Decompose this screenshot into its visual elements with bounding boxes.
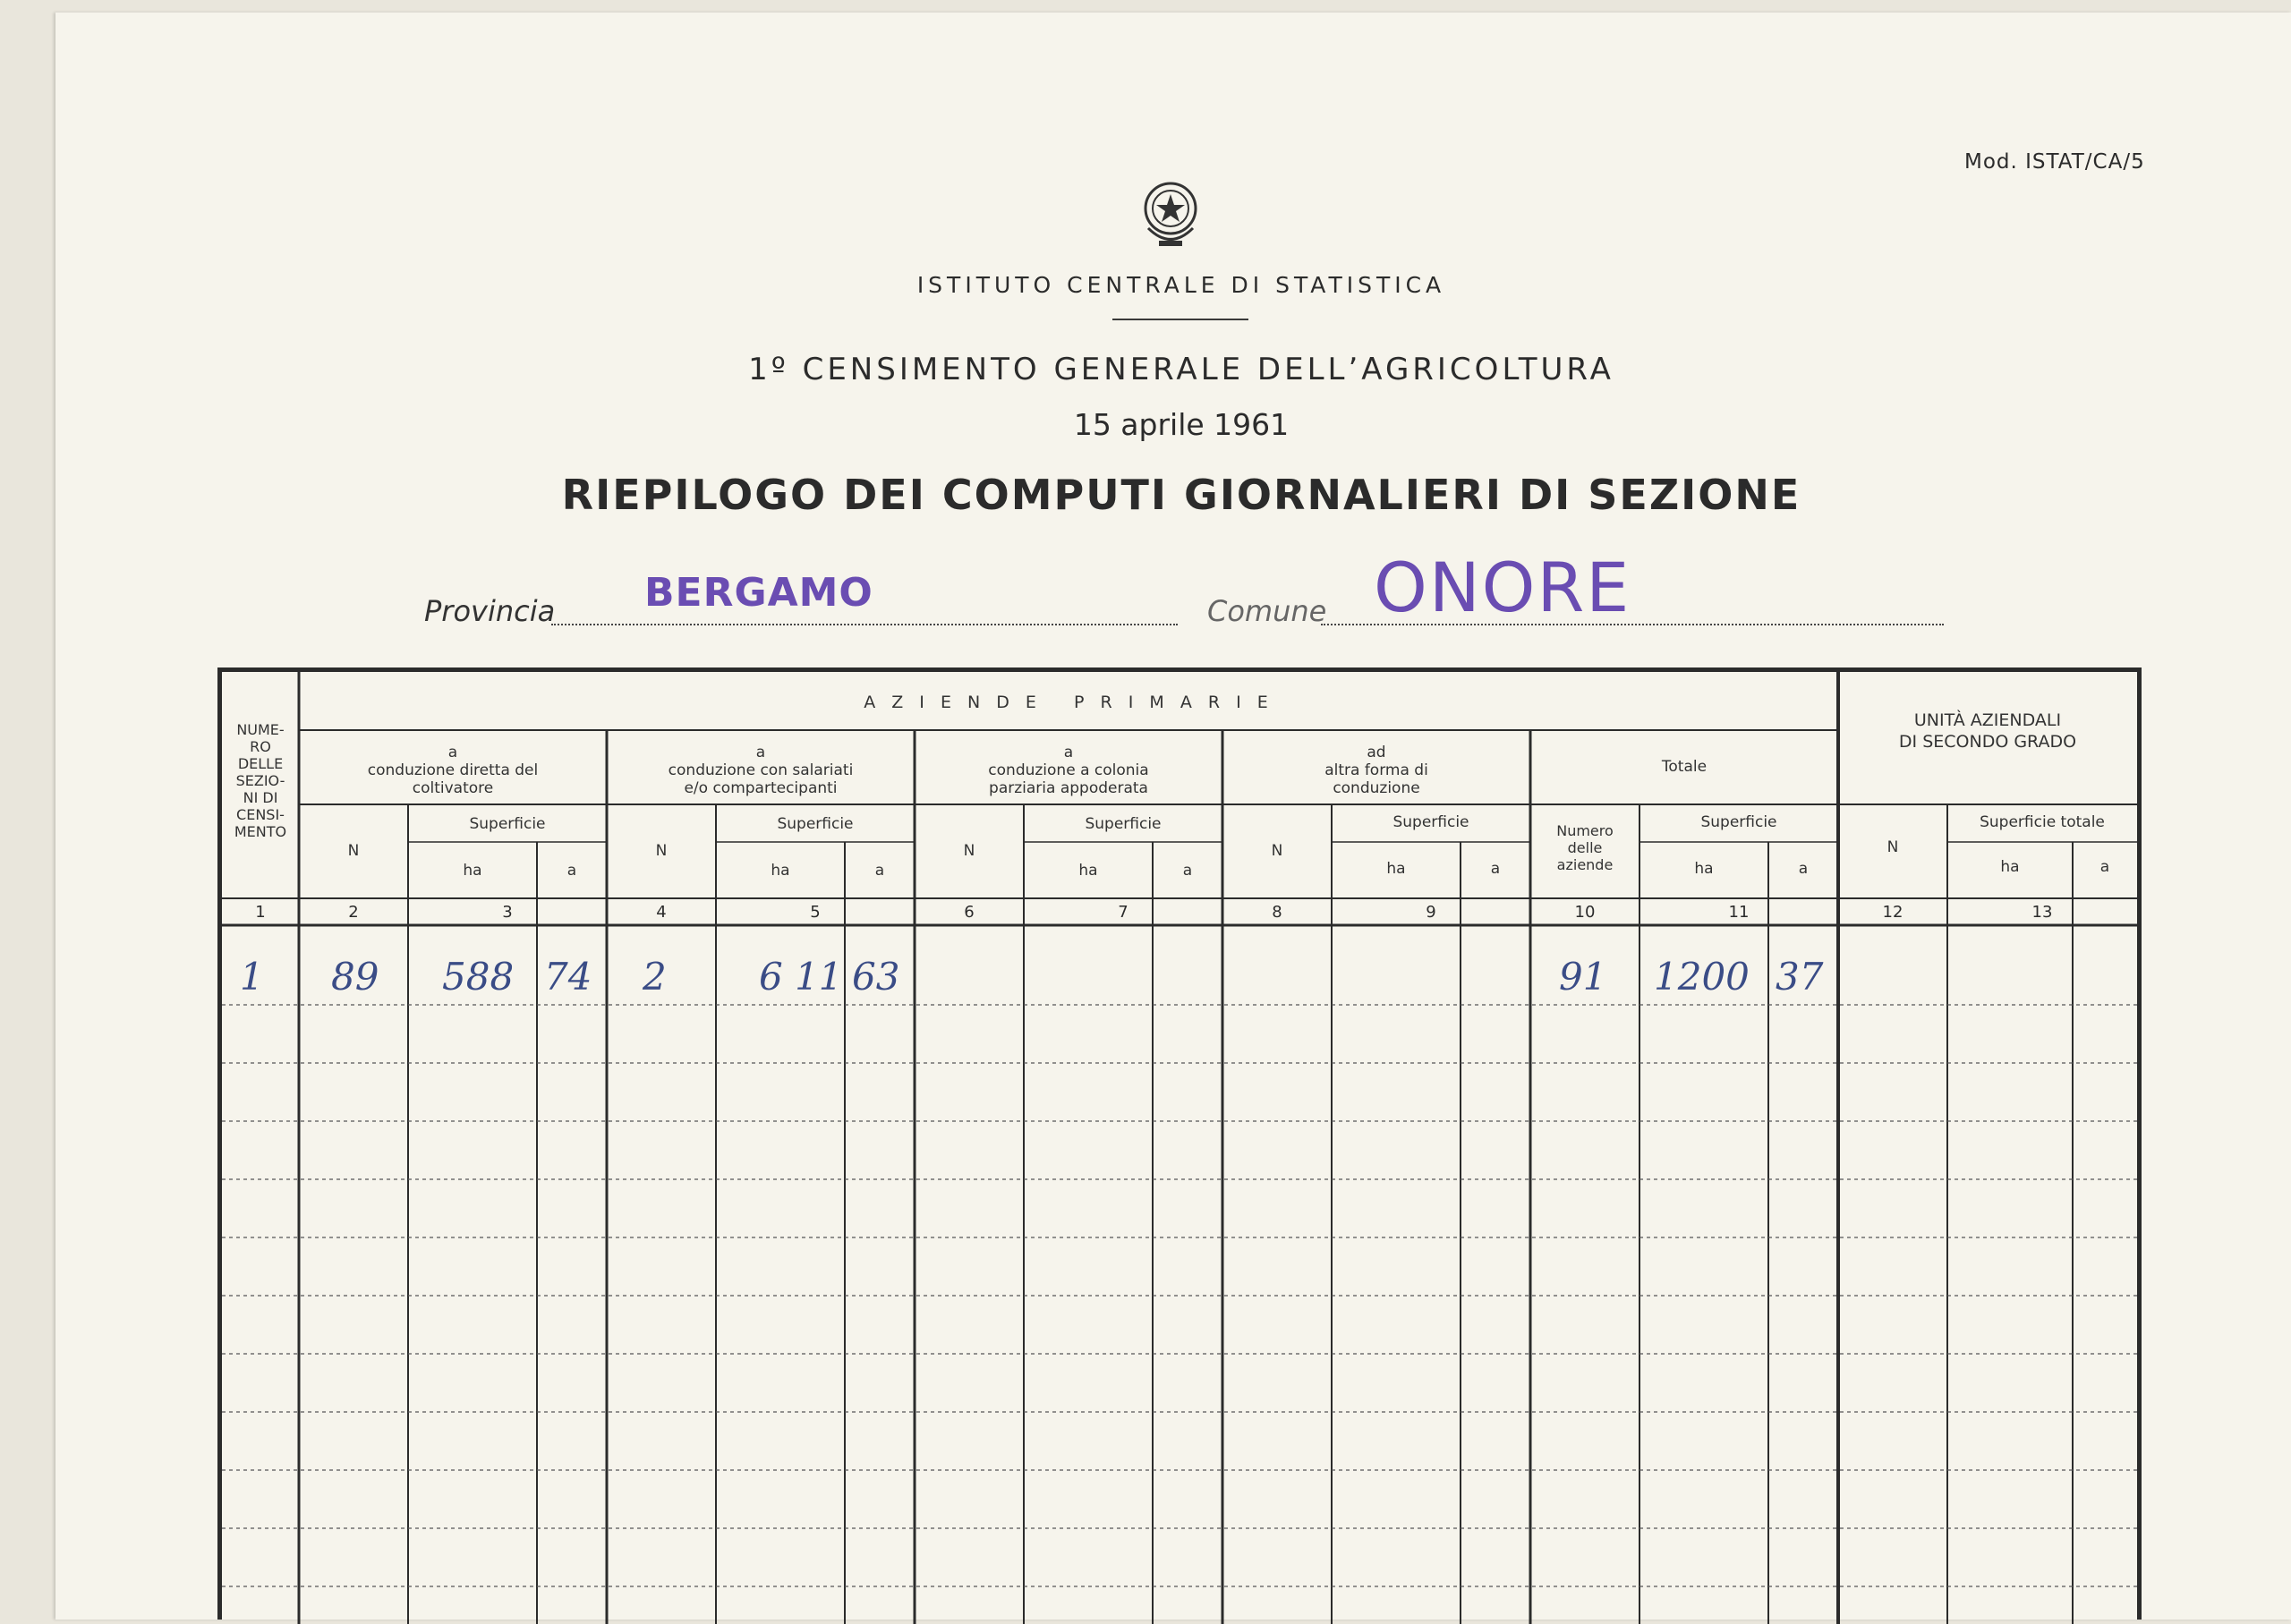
column-number: 5 xyxy=(810,903,821,922)
cell-salariati-a: 63 xyxy=(852,955,900,999)
cell-diretta-a: 74 xyxy=(544,955,592,999)
column-number: 12 xyxy=(1882,903,1903,922)
ha-label: ha xyxy=(2000,858,2020,876)
n-label: N xyxy=(347,842,360,860)
n-label: N xyxy=(1271,842,1283,860)
cell-salariati-n: 2 xyxy=(643,955,667,999)
form-title: RIEPILOGO DEI COMPUTI GIORNALIERI DI SEZIONE xyxy=(561,471,1801,519)
superficie-label: Superficie xyxy=(1700,813,1777,831)
cell-totale-n: 91 xyxy=(1559,955,1607,999)
provincia-value: BERGAMO xyxy=(644,570,873,616)
column-number: 8 xyxy=(1272,903,1282,922)
column-number: 1 xyxy=(255,903,266,922)
column-number: 3 xyxy=(502,903,513,922)
census-date: 15 aprile 1961 xyxy=(1073,407,1290,442)
column-number: 13 xyxy=(2031,903,2053,922)
divider xyxy=(1112,319,1248,320)
census-table xyxy=(217,667,2142,1620)
ha-label: ha xyxy=(1078,862,1098,880)
numero-aziende-label: Numero delle aziende xyxy=(1556,822,1614,873)
italian-emblem-icon xyxy=(1139,174,1202,253)
cell-diretta-ha: 588 xyxy=(442,955,515,999)
group-altra-forma-header: ad altra forma di conduzione xyxy=(1324,744,1428,797)
superficie-label: Superficie xyxy=(1392,813,1469,831)
n-label: N xyxy=(655,842,668,860)
column-number: 7 xyxy=(1118,903,1128,922)
group-totale-header: Totale xyxy=(1661,758,1708,776)
provincia-field[interactable] xyxy=(551,624,1178,625)
superficie-totale-label: Superficie totale xyxy=(1980,813,2105,831)
superficie-label: Superficie xyxy=(777,815,854,833)
group-colonia-header: a conduzione a colonia parziaria appoderata xyxy=(988,744,1149,797)
comune-label: Comune xyxy=(1207,594,1327,628)
aziende-primarie-header: A Z I E N D E P R I M A R I E xyxy=(864,693,1273,712)
column-number: 4 xyxy=(656,903,667,922)
a-label: a xyxy=(1490,860,1501,878)
column-number: 2 xyxy=(348,903,359,922)
a-label: a xyxy=(874,862,885,880)
institute-name: ISTITUTO CENTRALE DI STATISTICA xyxy=(916,272,1446,298)
column-number: 10 xyxy=(1574,903,1596,922)
group-diretta-header: a conduzione diretta del coltivatore xyxy=(367,744,539,797)
cell-diretta-n: 89 xyxy=(331,955,379,999)
cell-salariati-ha: 6 11 xyxy=(759,955,843,999)
cell-totale-a: 37 xyxy=(1776,955,1824,999)
a-label: a xyxy=(1798,860,1809,878)
a-label: a xyxy=(1182,862,1193,880)
cell-sezione: 1 xyxy=(240,955,264,999)
ha-label: ha xyxy=(1694,860,1714,878)
comune-value: ONORE xyxy=(1374,548,1631,627)
n-label: N xyxy=(1886,838,1899,856)
n-label: N xyxy=(963,842,975,860)
model-code: Mod. ISTAT/CA/5 xyxy=(1964,150,2145,174)
ha-label: ha xyxy=(463,862,482,880)
provincia-label: Provincia xyxy=(424,594,556,628)
column-number: 11 xyxy=(1728,903,1750,922)
ha-label: ha xyxy=(771,862,790,880)
cell-totale-ha: 1200 xyxy=(1654,955,1750,999)
census-title: 1º CENSIMENTO GENERALE DELL’AGRICOLTURA xyxy=(748,352,1614,387)
ha-label: ha xyxy=(1386,860,1406,878)
superficie-label: Superficie xyxy=(469,815,546,833)
group-salariati-header: a conduzione con salariati e/o compartecipanti xyxy=(668,744,854,797)
second-grade-header: UNITÀ AZIENDALI DI SECONDO GRADO xyxy=(1898,710,2077,752)
a-label: a xyxy=(566,862,577,880)
column-number: 6 xyxy=(964,903,975,922)
section-number-header: NUME- RO DELLE SEZIO- NI DI CENSI- MENTO xyxy=(234,721,287,840)
superficie-label: Superficie xyxy=(1085,815,1162,833)
column-number: 9 xyxy=(1426,903,1436,922)
a-label: a xyxy=(2099,858,2110,876)
